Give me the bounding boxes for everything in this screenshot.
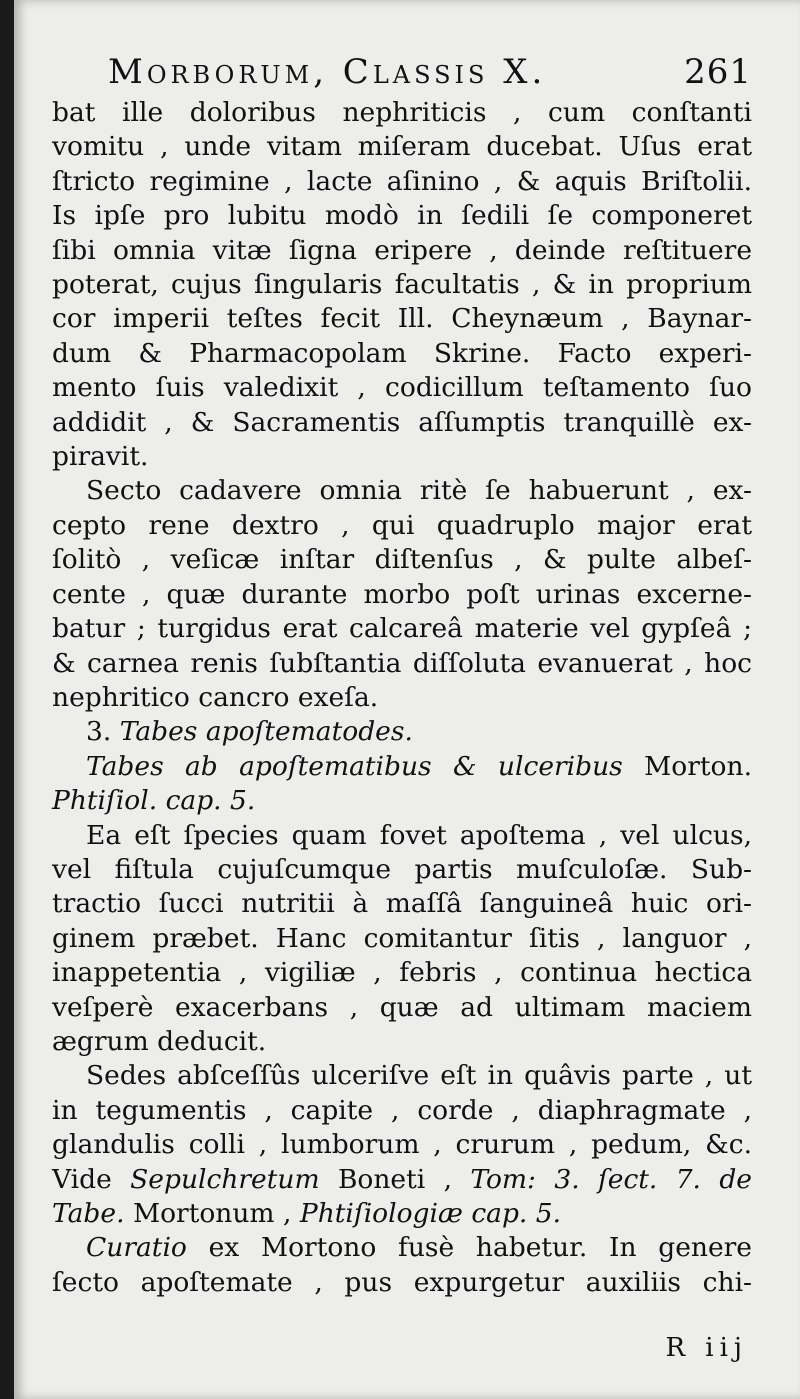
text-line: veſperè exacerbans , quæ ad ultimam maciem xyxy=(52,991,752,1023)
text-line: glandulis colli , lumborum , crurum , pedum, &c. xyxy=(52,1129,752,1161)
synonym-line xyxy=(52,750,752,819)
paragraph-autopsy xyxy=(52,474,752,715)
text-line: Sedes abſceſſûs ulceriſve eſt in quâvis parte , ut xyxy=(86,1060,752,1092)
curatio-word: Curatio xyxy=(86,1232,187,1264)
text-line: vomitu , unde vitam miſeram ducebat. Uſus erat xyxy=(52,131,752,163)
text-line: bat ille doloribus nephriticis , cum conſtanti xyxy=(52,97,752,128)
paragraph-seat xyxy=(52,1059,752,1231)
section-title: Tabes apoſtematodes. xyxy=(119,716,413,748)
text-line: Secto cadavere omnia ritè ſe habuerunt , ex- xyxy=(86,475,752,507)
text-line: ſecto apoſtemate , pus expurgetur auxiliis chi- xyxy=(52,1266,752,1298)
page-number: 261 xyxy=(684,52,752,92)
synonym-author: Morton. xyxy=(644,750,752,782)
text-line: Ea eſt ſpecies quam fovet apoſtema , vel ulcus, xyxy=(86,819,752,851)
text-line: nephritico cancro exeſa. xyxy=(52,681,379,713)
text-line: batur ; turgidus erat calcareâ materie vel gypſeâ ; xyxy=(52,613,752,645)
paragraph-description xyxy=(52,819,752,1060)
text-line: Is ipſe pro lubitu modò in ſedili ſe componeret xyxy=(52,200,752,232)
text-line: poterat, cujus ſingularis facultatis , & in proprium xyxy=(52,269,752,301)
paragraph-curatio: Curatio ex Mortono fusè habetur. In genere ſecto apoſtemate , pus expurgetur auxiliis chi- xyxy=(52,1231,752,1300)
text-line: cepto rene dextro , qui quadruplo major erat xyxy=(52,509,752,541)
body-text xyxy=(52,96,752,1300)
text-line: ſtricto regimine , lacte aſinino , & aquis Briſtolii. xyxy=(52,165,752,197)
text-line: mento ſuis valedixit , codicillum teſtamento ſuo xyxy=(52,372,752,404)
header-title: Morborum, Classis X. xyxy=(108,52,547,92)
synonym-ref: Phtiſiol. cap. 5. xyxy=(52,785,256,817)
section-number: 3. xyxy=(86,716,112,748)
text-line: cente , quæ durante morbo poſt urinas excerne- xyxy=(52,578,752,610)
text-line: dum & Pharmacopolam Skrine. Facto experi- xyxy=(52,337,752,369)
running-header xyxy=(52,52,752,96)
text-line: tractio ſucci nutritii à maſſâ ſanguineâ huic ori- xyxy=(52,888,752,920)
text-line: ginem præbet. Hanc comitantur ſitis , languor , xyxy=(52,922,752,954)
text-line: in tegumentis , capite , corde , diaphragmate , xyxy=(52,1094,752,1126)
book-page xyxy=(14,0,800,1399)
section-heading xyxy=(52,715,752,749)
text-line: piravit. xyxy=(52,441,149,473)
page-content xyxy=(52,52,752,1300)
text-line: ſolitò , veſicæ inſtar diſtenſus , & pulte albeſ- xyxy=(52,544,752,576)
tabe-line: Tabe. Mortonum , Phtiſiologiæ cap. 5. xyxy=(52,1198,562,1229)
text-line: ægrum deducit. xyxy=(52,1025,267,1057)
vide-line: Vide Sepulchretum Boneti , Tom: 3. ſect. 7. de xyxy=(52,1163,752,1195)
text-line: vel fiſtula cujuſcumque partis muſculoſæ. Sub- xyxy=(52,853,752,885)
text-line: & carnea renis ſubſtantia diſſoluta evanuerat , hoc xyxy=(52,647,752,679)
paragraph-case xyxy=(52,96,752,474)
synonym-italic: Tabes ab apoſtematibus & ulceribus xyxy=(86,750,623,782)
text-line: cor imperii teſtes fecit Ill. Cheynæum , Baynar- xyxy=(52,303,752,335)
text-line: inappetentia , vigiliæ , febris , continua hectica xyxy=(52,957,752,989)
text-line: addidit , & Sacramentis aſſumptis tranquillè ex- xyxy=(52,406,752,438)
text-line: ſibi omnia vitæ ſigna eripere , deinde reſtituere xyxy=(52,234,752,266)
signature-mark: R iij xyxy=(665,1333,748,1363)
